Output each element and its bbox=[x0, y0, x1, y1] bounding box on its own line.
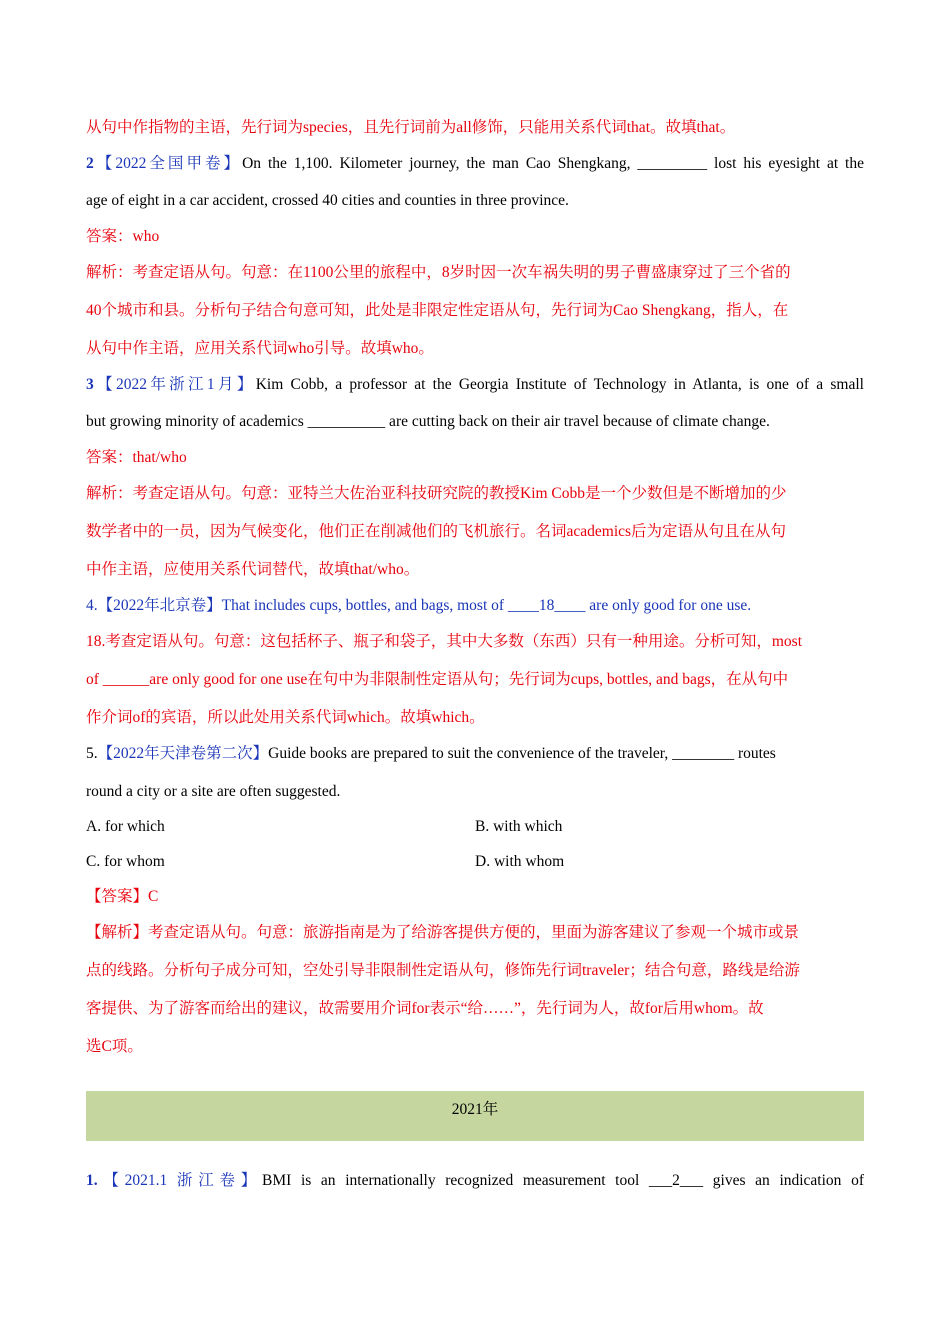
q3-analysis1: 解析：考查定语从句。句意：亚特兰大佐治亚科技研究院的教授Kim Cobb是一个少数但是不断增加的少 bbox=[86, 485, 787, 502]
q2-text1: On the 1,100. Kilometer journey, the man Cao Shengkang, _________ lost his eyesight at the bbox=[242, 155, 864, 172]
q5-options-row2 bbox=[86, 852, 864, 872]
q4-analysis2: of ______are only good for one use在句中为非限制性定语从句；先行词为cups, bottles, and bags，在从句中 bbox=[86, 671, 789, 688]
q3-number: 3 bbox=[86, 376, 94, 393]
top-continuation-text: 从句中作指物的主语，先行词为species，且先行词前为all修饰，只能用关系代词that。故填that。 bbox=[86, 119, 736, 136]
q5-option-a: A. for which bbox=[86, 818, 165, 835]
q4-line1 bbox=[86, 596, 864, 616]
q4-text-after: are only good for one use. bbox=[585, 597, 752, 614]
document-body bbox=[86, 108, 864, 1057]
q2-analysis1: 解析：考查定语从句。句意：在1100公里的旅程中，8岁时因一次车祸失明的男子曹盛康穿过了三个省的 bbox=[86, 264, 791, 281]
q4-number: 4. bbox=[86, 597, 98, 614]
q5-line2: round a city or a site are often suggested. bbox=[86, 783, 341, 800]
section-year-band bbox=[86, 1091, 864, 1141]
q2-analysis2: 40个城市和县。分析句子结合句意可知，此处是非限定性定语从句，先行词为Cao Shengkang，指人，在 bbox=[86, 302, 789, 319]
q1-2021-text-after: gives an indication of bbox=[703, 1172, 864, 1189]
q2-answer: 答案：who bbox=[86, 228, 160, 245]
q5-option-c: C. for whom bbox=[86, 853, 165, 870]
q5-analysis1: 【解析】考查定语从句。句意：旅游指南是为了给游客提供方便的，里面为游客建议了参观一个城市或景 bbox=[86, 924, 800, 941]
q1-2021-line1 bbox=[86, 1171, 864, 1191]
q2-line2: age of eight in a car accident, crossed 40 cities and counties in three province. bbox=[86, 192, 569, 209]
q2-analysis3: 从句中作主语，应用关系代词who引导。故填who。 bbox=[86, 340, 434, 357]
q4-blank: ____18____ bbox=[507, 597, 586, 614]
q3-analysis2: 数学者中的一员，因为气候变化，他们正在削减他们的飞机旅行。名词academics后为定语从句且在从句 bbox=[86, 523, 787, 540]
q2-number: 2 bbox=[86, 155, 94, 172]
q3-source: 【2022年浙江1月】 bbox=[93, 376, 256, 393]
q3-line1 bbox=[86, 375, 864, 395]
q4-analysis1: 18.考查定语从句。句意：这包括杯子、瓶子和袋子，其中大多数（东西）只有一种用途。分析可知，most bbox=[86, 633, 803, 650]
q1-2021-number: 1. bbox=[86, 1172, 98, 1189]
q5-line1 bbox=[86, 744, 864, 764]
q4-analysis3: 作介词of的宾语，所以此处用关系代词which。故填which。 bbox=[86, 709, 485, 726]
q5-analysis2: 点的线路。分析句子成分可知，空处引导非限制性定语从句，修饰先行词traveler；结合句意，路线是给游 bbox=[86, 962, 800, 979]
q1-2021-text-before: BMI is an internationally recognized measurement tool bbox=[262, 1172, 649, 1189]
q5-text1: Guide books are prepared to suit the convenience of the traveler, ________ routes bbox=[268, 745, 776, 762]
q5-answer: 【答案】C bbox=[86, 888, 159, 905]
q3-analysis3: 中作主语，应使用关系代词替代，故填that/who。 bbox=[86, 561, 420, 578]
q4-source: 【2022年北京卷】 bbox=[97, 597, 222, 614]
q2-line1 bbox=[86, 154, 864, 174]
q5-analysis4: 选C项。 bbox=[86, 1038, 143, 1055]
q3-line2: but growing minority of academics __________ are cutting back on their air travel because of climate change. bbox=[86, 413, 770, 430]
q5-source: 【2022年天津卷第二次】 bbox=[97, 745, 269, 762]
q5-options-row1 bbox=[86, 817, 864, 837]
q5-number: 5. bbox=[86, 745, 98, 762]
q3-answer: 答案：that/who bbox=[86, 449, 187, 466]
q1-2021-source: 【2021.1 浙江卷】 bbox=[97, 1172, 263, 1189]
q5-option-d: D. with whom bbox=[475, 853, 565, 870]
q5-analysis3: 客提供、为了游客而给出的建议，故需要用介词for表示“给……”，先行词为人，故for后用whom。故 bbox=[86, 1000, 764, 1017]
q3-text1: Kim Cobb, a professor at the Georgia Institute of Technology in Atlanta, is one of a small bbox=[255, 376, 864, 393]
section-year-title: 2021年 bbox=[451, 1101, 499, 1118]
q4-text-before: That includes cups, bottles, and bags, most of bbox=[221, 597, 508, 614]
q2-source: 【2022全国甲卷】 bbox=[93, 155, 243, 172]
q5-option-b: B. with which bbox=[475, 818, 563, 835]
q1-2021-blank: ___2___ bbox=[648, 1172, 704, 1189]
